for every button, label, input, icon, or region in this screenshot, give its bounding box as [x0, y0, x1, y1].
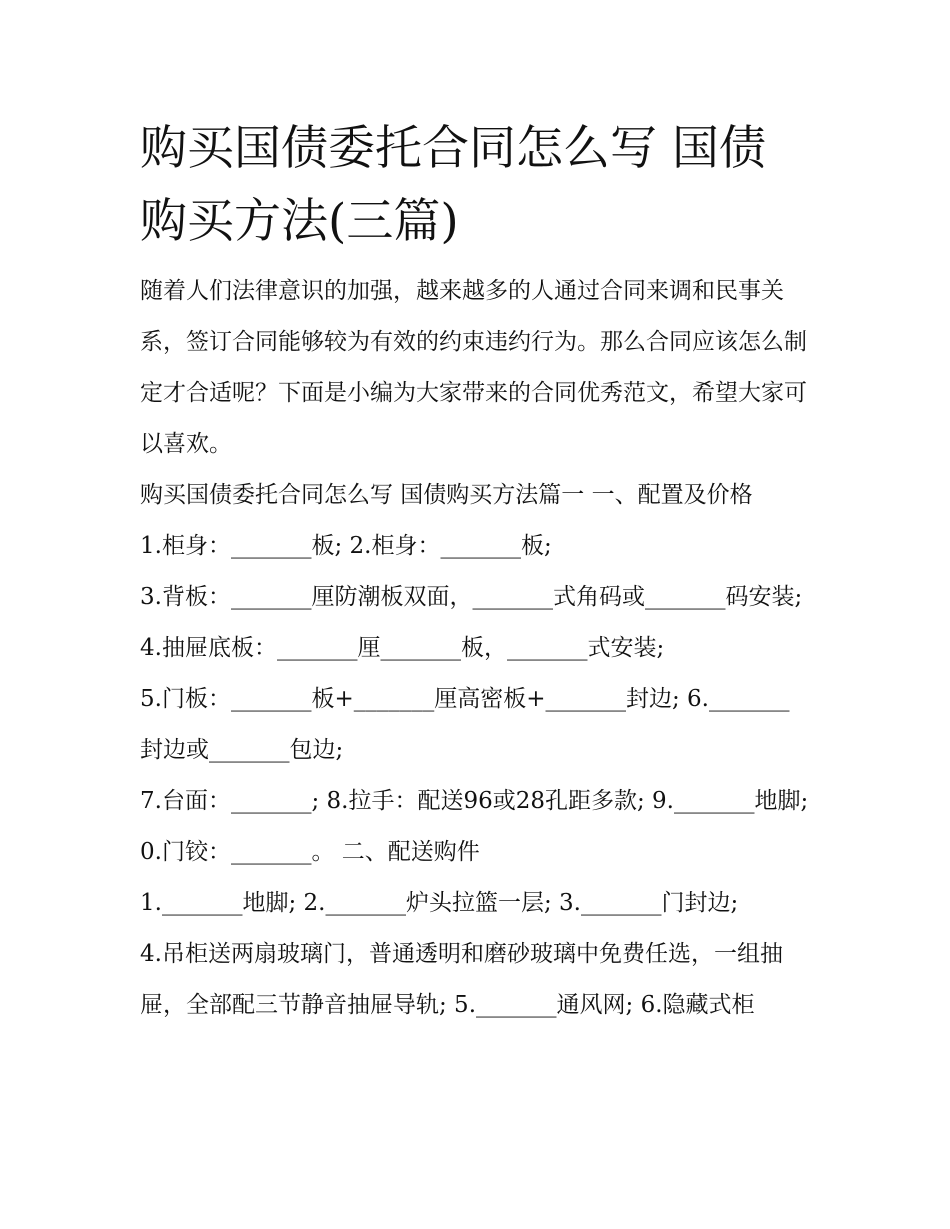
section-heading: 购买国债委托合同怎么写 国债购买方法篇一 一、配置及价格: [140, 482, 753, 508]
document-page: [140, 112, 810, 1031]
list-item: 4.吊柜送两扇玻璃门，普通透明和磨砂玻璃中免费任选，一组抽屉，全部配三节静音抽屉导轨; 5._______通风网; 6.隐藏式柜: [140, 941, 783, 1018]
intro-paragraph: 随着人们法律意识的加强，越来越多的人通过合同来调和民事关系，签订合同能够较为有效的约束违约行为。那么合同应该怎么制定才合适呢？下面是小编为大家带来的合同优秀范文，希望大家可以喜欢。: [140, 278, 807, 457]
list-item: 4.抽屉底板：_______厘_______板，_______式安装;: [140, 635, 665, 661]
list-item: 1.柜身：_______板; 2.柜身：_______板;: [140, 533, 552, 559]
list-item: 7.台面：_______; 8.拉手：配送96或28孔距多款; 9._______地脚; 0.门铰：_______。 二、配送购件: [140, 788, 809, 865]
list-item: 1._______地脚; 2._______炉头拉篮一层; 3._______门封边;: [140, 890, 739, 916]
list-item: 5.门板：_______板+_______厘高密板+_______封边; 6._______封边或_______包边;: [140, 686, 790, 763]
document-title: 购买国债委托合同怎么写 国债购买方法(三篇): [140, 121, 766, 249]
list-item: 3.背板：_______厘防潮板双面，_______式角码或_______码安装;: [140, 584, 803, 610]
